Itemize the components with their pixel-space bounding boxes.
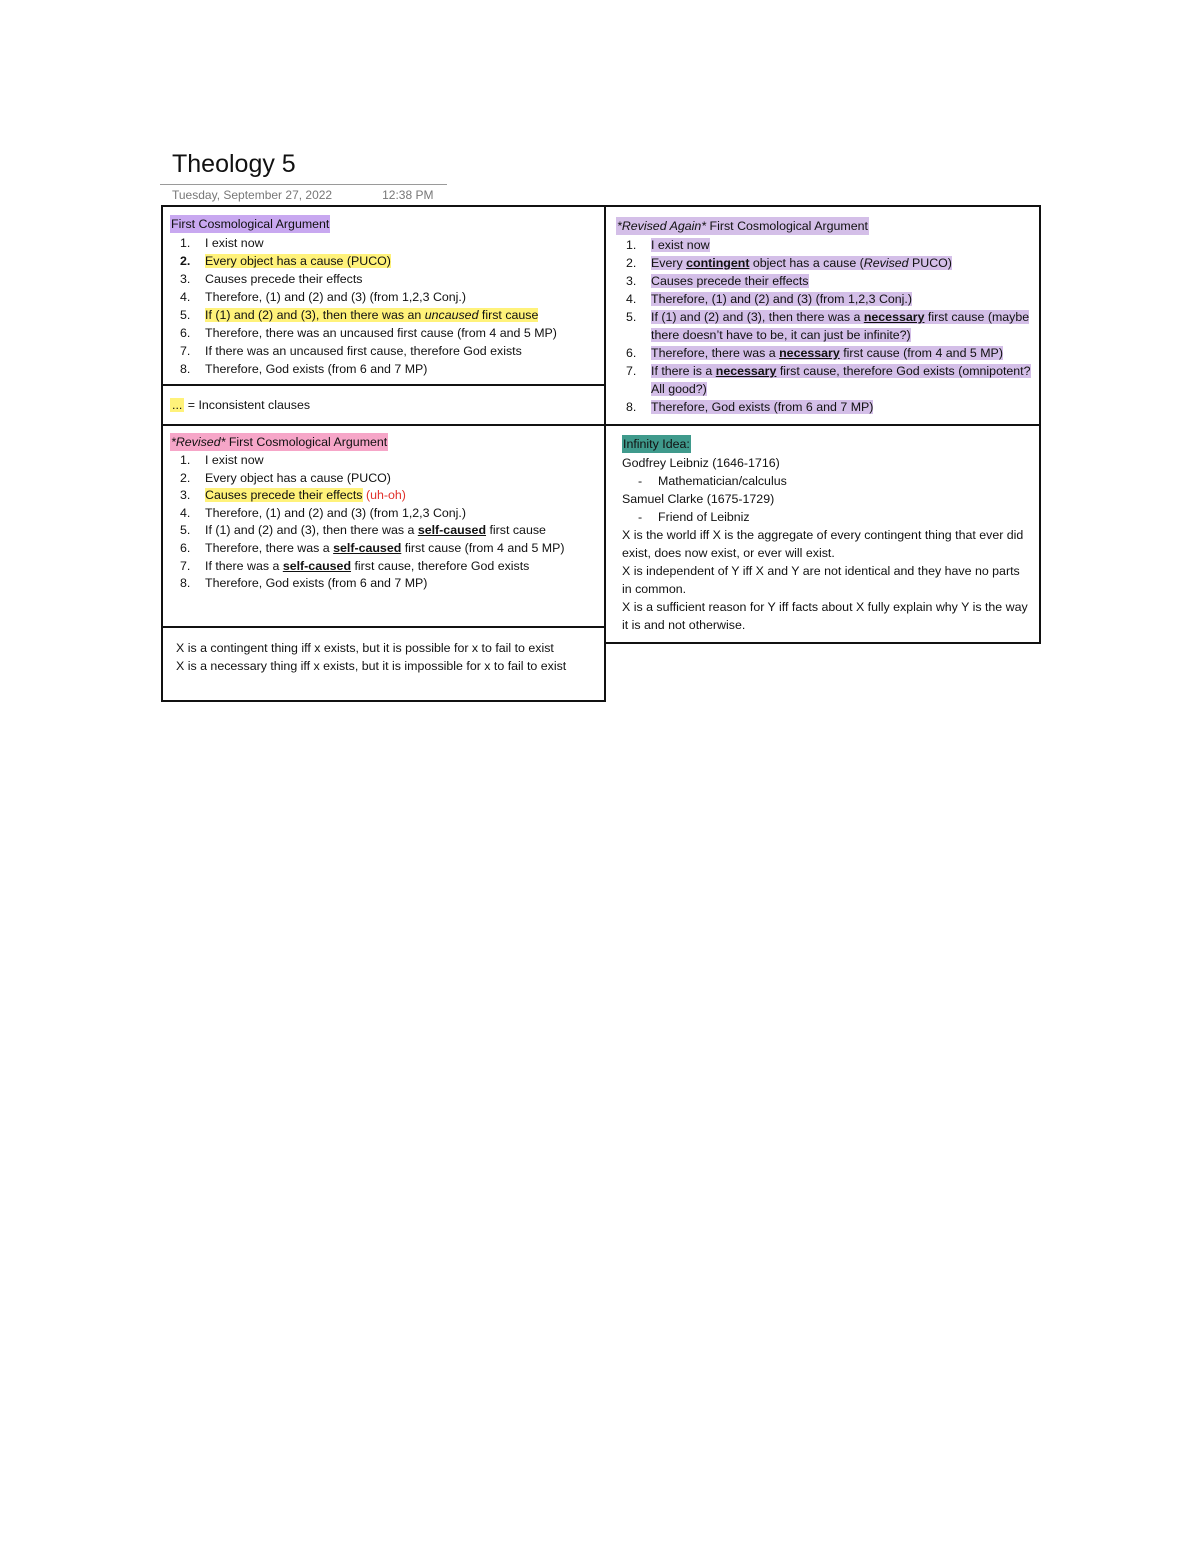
revised-again-argument-cell (604, 205, 1041, 426)
contingent-definition: X is a contingent thing iff x exists, but it is possible for x to fail to exist (176, 641, 554, 655)
revised-argument-list (170, 452, 598, 593)
title-divider (160, 184, 447, 185)
leibniz-entry: Godfrey Leibniz (1646-1716) (622, 456, 780, 470)
world-definition: X is the world iff X is the aggregate of every contingent thing that ever did exist, does now exist, or ever will exist. (622, 528, 1024, 560)
page-timestamp (172, 188, 433, 202)
list-item: 1. I exist now (180, 236, 264, 250)
list-item: 1. I exist now (180, 453, 264, 467)
page-date: Tuesday, September 27, 2022 (172, 188, 333, 202)
infinity-heading: Infinity Idea: (623, 437, 690, 451)
sufficient-reason-definition: X is a sufficient reason for Y iff facts about X fully explain why Y is the way it is and not otherwise. (622, 600, 1028, 632)
list-item: 3. Causes precede their effects (uh-oh) (180, 488, 406, 503)
clarke-entry: Samuel Clarke (1675-1729) (622, 492, 775, 506)
list-item: 4. Therefore, (1) and (2) and (3) (from 1,2,3 Conj.) (180, 290, 466, 304)
page-title: Theology 5 (172, 150, 296, 178)
definitions-cell (161, 626, 606, 702)
list-item: 3. Causes precede their effects (180, 272, 363, 286)
revised-argument-heading: *Revised* First Cosmological Argument (171, 435, 388, 449)
list-item: 2. Every object has a cause (PUCO) (180, 470, 391, 485)
legend-text: = Inconsistent clauses (184, 398, 311, 412)
list-item: 4. Therefore, (1) and (2) and (3) (from 1,2,3 Conj.) (626, 292, 912, 306)
clarke-note: - Friend of Leibniz (638, 510, 750, 524)
list-item: 5. If (1) and (2) and (3), then there was an uncaused first cause (180, 308, 539, 322)
infinity-idea-cell (604, 424, 1041, 644)
list-item: 3. Causes precede their effects (626, 274, 809, 288)
list-item: 1. I exist now (626, 238, 710, 252)
list-item: 8. Therefore, God exists (from 6 and 7 MP) (626, 400, 874, 414)
list-item: 5. If (1) and (2) and (3), then there was a self-caused first cause (180, 523, 546, 538)
list-item: 2. Every contingent object has a cause (Revised PUCO) (626, 256, 952, 270)
list-item: 5. If (1) and (2) and (3), then there was a necessary first cause (maybe there doesn’t have to be, it can just be infinite?) (626, 310, 1030, 342)
list-item: 6. Therefore, there was a self-caused first cause (from 4 and 5 MP) (180, 540, 565, 555)
legend-marker: ... (172, 398, 183, 412)
list-item: 7. If there was an uncaused first cause, therefore God exists (180, 344, 522, 358)
independent-definition: X is independent of Y iff X and Y are not identical and they have no parts in common. (622, 564, 1020, 596)
leibniz-note: - Mathematician/calculus (638, 474, 787, 488)
list-item: 7. If there is a necessary first cause, therefore God exists (omnipotent? All good?) (626, 364, 1031, 396)
list-item: 2. Every object has a cause (PUCO) (180, 254, 391, 268)
list-item: 8. Therefore, God exists (from 6 and 7 MP) (180, 362, 428, 376)
first-argument-heading: First Cosmological Argument (171, 217, 330, 231)
revised-again-heading: *Revised Again* First Cosmological Argument (617, 219, 868, 233)
revised-again-list (616, 236, 1035, 416)
necessary-definition: X is a necessary thing iff x exists, but it is impossible for x to fail to exist (176, 659, 567, 673)
list-item: 4. Therefore, (1) and (2) and (3) (from 1,2,3 Conj.) (180, 505, 466, 520)
uh-oh-note: (uh-oh) (362, 488, 406, 503)
page-time: 12:38 PM (382, 188, 434, 202)
revised-argument-cell (161, 424, 606, 628)
legend-cell (161, 384, 606, 426)
list-item: 6. Therefore, there was an uncaused first cause (from 4 and 5 MP) (180, 326, 557, 340)
list-item: 8. Therefore, God exists (from 6 and 7 MP) (180, 576, 428, 591)
list-item: 7. If there was a self-caused first cause, therefore God exists (180, 558, 530, 573)
first-argument-cell (161, 205, 606, 386)
first-argument-list (170, 234, 598, 378)
list-item: 6. Therefore, there was a necessary first cause (from 4 and 5 MP) (626, 346, 1003, 360)
